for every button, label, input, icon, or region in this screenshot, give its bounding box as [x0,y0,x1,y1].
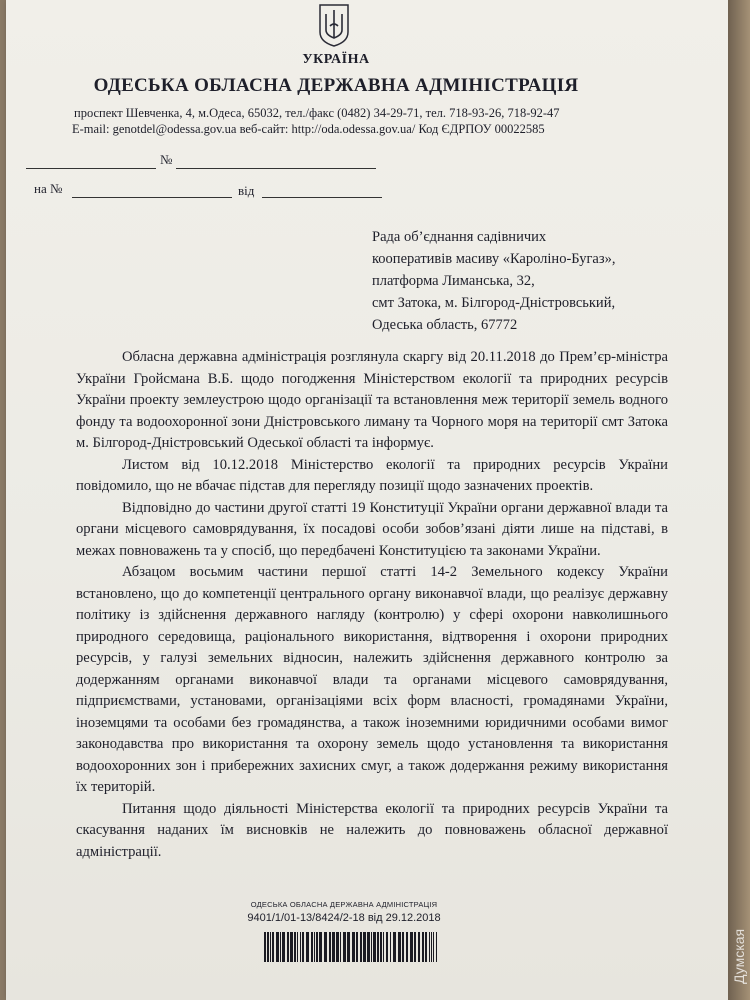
watermark: Думская [731,928,747,984]
barcode-bar [270,932,271,962]
coat-of-arms-icon [314,2,354,48]
barcode-bar [294,932,296,962]
barcode-bar [425,932,427,962]
barcode-bar [393,932,396,962]
barcode-bar [329,932,331,962]
body-paragraph: Абзацом восьмим частини першої статті 14-2 Земельного кодексу України встановлено, що до компетенції центрального органу виконавчої влади, що реалізує державну політику із здійснення державного нагляду (контролю) у сфері охорони навколишнього природного середовища, раціонального використання, відтворення і охорони природних ресурсів, у галузі земельних відносин, належить здійснення державного контролю за додержанням органами виконавчої влади та органами місцевого самоврядування, підприємствами, установами, організаціями всіх форм власності, громадянами України, іноземцями та особами без громадянства, а також іноземними юридичними особами вимог законодавства про використання та охорону земель щодо установлення та використання водоохоронних зон і прибережних захисних смуг, а також додержання режиму використання їх територій. [76,564,668,795]
barcode-icon [262,932,442,962]
barcode-bar [264,932,266,962]
barcode-bar [319,932,322,962]
barcode-bar [343,932,346,962]
barcode-bar [433,932,434,962]
recipient-block [372,226,615,336]
barcode-bar [386,932,388,962]
outgoing-number-sign: № [160,152,173,167]
barcode-bar [380,932,382,962]
barcode-bar [360,932,362,962]
recipient-line: Одеська область, 67772 [372,317,518,333]
body-paragraph: Питання щодо діяльності Міністерства екології та природних ресурсів України та скасування наданих їм висновків не належить до повноважень обласної державної адміністрації. [76,800,668,860]
barcode-bar [383,932,384,962]
body-paragraph: Відповідно до частини другої статті 19 Конституції України органи державної влади та органи місцевого самоврядування, їх посадові особи зобов’язані діяти лише на підставі, в межах повноважень та у спосіб, що передбачені Конституцією та законами України. [76,499,668,559]
reply-date-line [262,197,382,198]
barcode-bar [418,932,420,962]
barcode-bar [410,932,413,962]
barcode-bar [297,932,298,962]
barcode-bar [272,932,274,962]
organization-address: проспект Шевченка, 4, м.Одеса, 65032, тел./факс (0482) 34-29-71, тел. 718-93-26, 718-92-47 [74,106,560,120]
barcode-bar [311,932,313,962]
outgoing-date-line [26,168,156,169]
barcode-bar [414,932,416,962]
barcode-bar [314,932,315,962]
barcode-bar [398,932,401,962]
organization-name: ОДЕСЬКА ОБЛАСНА ДЕРЖАВНА АДМІНІСТРАЦІЯ [93,75,579,96]
reply-to-prefix: на № [34,181,63,196]
barcode-bar [436,932,437,962]
barcode-bar [306,932,309,962]
barcode-bar [390,932,391,962]
barcode-bar [363,932,366,962]
barcode-bar [406,932,408,962]
recipient-line: кооперативів масиву «Кароліно-Бугаз», [372,251,616,267]
barcode-bar [302,932,304,962]
recipient-line: смт Затока, м. Білгород-Дністровський, [372,295,616,311]
barcode-bar [422,932,424,962]
barcode-bar [367,932,370,962]
barcode-bar [340,932,341,962]
recipient-line: Рада об’єднання садівничих [372,229,547,245]
barcode-bar [300,932,301,962]
barcode-bar [371,932,372,962]
reply-number-line [72,197,232,198]
barcode-bar [276,932,279,962]
barcode-bar [336,932,339,962]
barcode-bar [429,932,430,962]
letter-body [76,347,668,863]
barcode-bar [352,932,355,962]
organization-contacts: E-mail: genotdel@odessa.gov.ua веб-сайт: http://oda.odessa.gov.ua/ Код ЄДРПОУ 00022585 [72,122,545,136]
letter-page [6,0,728,1000]
stamp-reg-number: 9401/1/01-13/8424/2-18 від 29.12.2018 [247,912,441,924]
barcode-bar [282,932,285,962]
registration-stamp [234,900,454,924]
barcode-bar [267,932,269,962]
barcode-bar [280,932,281,962]
background-edge [728,0,750,1000]
outgoing-number-line [176,168,376,169]
country-name: УКРАЇНА [302,52,370,67]
barcode-bar [373,932,376,962]
body-paragraph: Листом від 10.12.2018 Міністерство екології та природних ресурсів України повідомило, що не вбачає підстав для перегляду позиції щодо зазначених проектів. [76,456,668,494]
stamp-organization: ОДЕСЬКА ОБЛАСНА ДЕРЖАВНА АДМІНІСТРАЦІЯ [250,900,438,909]
barcode-bar [287,932,289,962]
barcode-bar [316,932,318,962]
reply-date-label: від [238,183,255,198]
recipient-line: платформа Лиманська, 32, [372,273,535,289]
barcode-bar [290,932,293,962]
barcode-bar [356,932,358,962]
barcode-bar [347,932,350,962]
barcode-bar [402,932,404,962]
barcode-bar [324,932,327,962]
barcode-bar [431,932,432,962]
body-paragraph: Обласна державна адміністрація розглянула скаргу від 20.11.2018 до Прем’єр-міністра України Гройсмана В.Б. щодо погодження Міністерством екології та природних ресурсів України проекту землеустрою щодо організації та встановлення меж території земель водного фонду та водоохоронної зони Дністровського лиману та Чорного моря на території смт Затока м. Білгород-Дністровський Одеської області та інформує. [76,349,668,451]
barcode-bar [332,932,335,962]
barcode-bar [377,932,379,962]
